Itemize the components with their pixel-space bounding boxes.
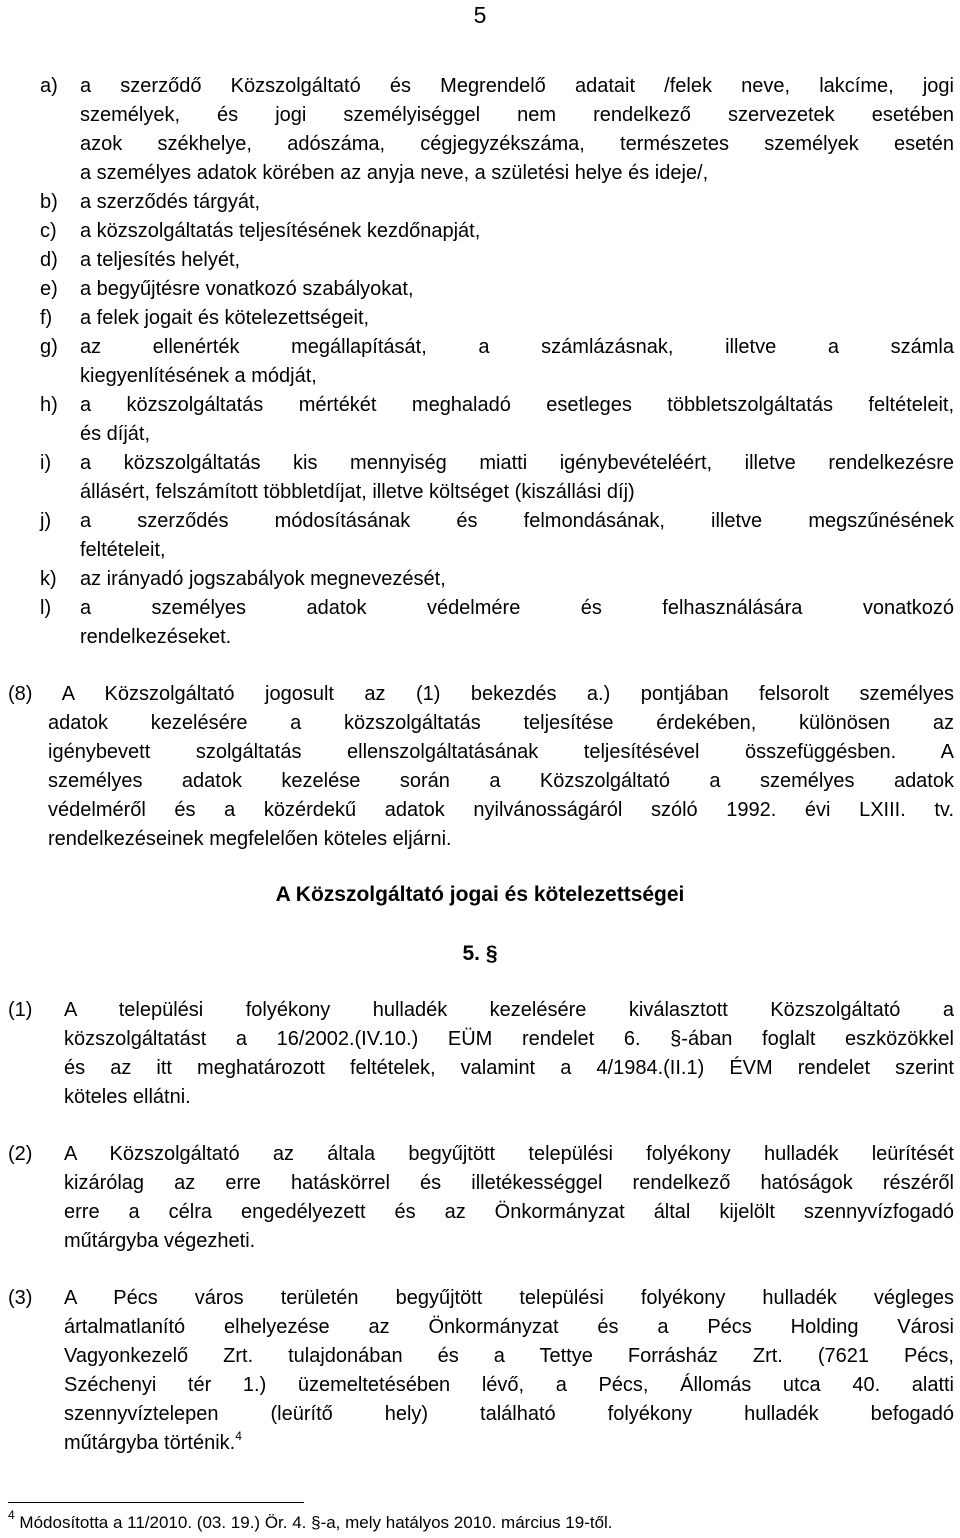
para-1-line: köteles ellátni. xyxy=(64,1086,191,1108)
list-item-j-line: a szerződés módosításának és felmondásának, illetve megszűnésének xyxy=(80,510,954,532)
footnote-text: Módosította a 11/2010. (03. 19.) Ör. 4. §-a, mely hatályos 2010. március 19-től. xyxy=(19,1513,613,1532)
para-2-line: kizárólag az erre hatáskörrel és illetékességgel rendelkező hatóságok részéről xyxy=(64,1172,954,1194)
para-3-line: műtárgyba történik. xyxy=(64,1432,236,1454)
list-label-a: a) xyxy=(40,75,58,97)
para-8-line: adatok kezelésére a közszolgáltatás teljesítése érdekében, különösen az xyxy=(48,712,954,734)
list-label-d: d) xyxy=(40,249,58,271)
para-8-line: személyes adatok kezelése során a Közszolgáltató a személyes adatok xyxy=(48,770,954,792)
para-1-line: és az itt meghatározott feltételek, valamint a 4/1984.(II.1) ÉVM rendelet szerint xyxy=(64,1057,954,1079)
para-3-line: A Pécs város területén begyűjtött települési folyékony hulladék végleges xyxy=(64,1287,954,1309)
para-3-line: Széchenyi tér 1.) üzemeltetésében lévő, a Pécs, Állomás utca 40. alatti xyxy=(64,1374,954,1396)
para-8-line: igénybevett szolgáltatás ellenszolgáltatásának teljesítésével összefüggésben. A xyxy=(48,741,954,763)
para-1-line: közszolgáltatást a 16/2002.(IV.10.) EÜM rendelet 6. §-ában foglalt eszközökkel xyxy=(64,1028,954,1050)
list-label-i: i) xyxy=(40,452,52,474)
para-2-label: (2) xyxy=(8,1143,33,1165)
list-item-e: a begyűjtésre vonatkozó szabályokat, xyxy=(80,278,414,300)
list-item-l-line: rendelkezéseket. xyxy=(80,626,232,648)
para-3-line: szennyvíztelepen (leürítő hely) található folyékony hulladék befogadó xyxy=(64,1403,954,1425)
para-2-line: erre a célra engedélyezett és az Önkormányzat által kijelölt szennyvízfogadó xyxy=(64,1201,954,1223)
list-label-j: j) xyxy=(40,510,52,532)
section-number: 5. § xyxy=(462,942,498,965)
para-8-line: védelméről és a közérdekű adatok nyilvánosságáról szóló 1992. évi LXIII. tv. xyxy=(48,799,954,821)
list-item-j-line: feltételeit, xyxy=(80,539,166,561)
list-label-k: k) xyxy=(40,568,57,590)
footnote xyxy=(8,1508,613,1534)
list-item-a-line: személyek, és jogi személyiséggel nem rendelkező szervezetek esetében xyxy=(80,104,954,126)
section-heading: A Közszolgáltató jogai és kötelezettségei xyxy=(275,883,685,906)
list-item-k: az irányadó jogszabályok megnevezését, xyxy=(80,568,446,590)
list-item-g-line: az ellenérték megállapítását, a számlázásnak, illetve a számla xyxy=(80,336,954,358)
para-1-label: (1) xyxy=(8,999,33,1021)
list-item-c: a közszolgáltatás teljesítésének kezdőnapját, xyxy=(80,220,481,242)
list-label-f: f) xyxy=(40,307,53,329)
list-label-c: c) xyxy=(40,220,57,242)
list-item-g-line: kiegyenlítésének a módját, xyxy=(80,365,317,387)
list-item-l-line: a személyes adatok védelmére és felhasználására vonatkozó xyxy=(80,597,954,619)
page-number: 5 xyxy=(473,2,487,28)
para-2-line: műtárgyba végezheti. xyxy=(64,1230,256,1252)
footnote-divider xyxy=(8,1502,304,1503)
list-item-d: a teljesítés helyét, xyxy=(80,249,241,271)
list-label-e: e) xyxy=(40,278,58,300)
list-label-g: g) xyxy=(40,336,58,358)
para-2-line: A Közszolgáltató az általa begyűjtött települési folyékony hulladék leürítését xyxy=(64,1143,954,1165)
list-label-l: l) xyxy=(40,597,52,619)
list-label-h: h) xyxy=(40,394,58,416)
list-label-b: b) xyxy=(40,191,58,213)
list-item-h-line: a közszolgáltatás mértékét meghaladó esetleges többletszolgáltatás feltételeit, xyxy=(80,394,954,416)
para-1-line: A települési folyékony hulladék kezelésére kiválasztott Közszolgáltató a xyxy=(64,999,954,1021)
list-item-f: a felek jogait és kötelezettségeit, xyxy=(80,307,370,329)
para-8-line: rendelkezéseinek megfelelően köteles eljárni. xyxy=(48,828,452,850)
footnote-reference[interactable]: 4 xyxy=(235,1429,242,1443)
list-item-h-line: és díját, xyxy=(80,423,151,445)
list-item-i-line: a közszolgáltatás kis mennyiség miatti igénybevételéért, illetve rendelkezésre xyxy=(80,452,954,474)
para-3-label: (3) xyxy=(8,1287,33,1309)
list-item-b: a szerződés tárgyát, xyxy=(80,191,261,213)
para-3-line: Vagyonkezelő Zrt. tulajdonában és a Tettye Forrásház Zrt. (7621 Pécs, xyxy=(64,1345,954,1367)
footnote-number: 4 xyxy=(8,1508,15,1522)
list-item-a-line: azok székhelye, adószáma, cégjegyzékszáma, természetes személyek esetén xyxy=(80,133,954,155)
list-item-i-line: állásért, felszámított többletdíjat, illetve költséget (kiszállási díj) xyxy=(80,481,635,503)
list-item-a-line: a személyes adatok körében az anyja neve, a születési helye és ideje/, xyxy=(80,162,709,184)
list-item-a-line: a szerződő Közszolgáltató és Megrendelő adatait /felek neve, lakcíme, jogi xyxy=(80,75,954,97)
para-8-line: (8) A Közszolgáltató jogosult az (1) bekezdés a.) pontjában felsorolt személyes xyxy=(8,683,954,705)
para-3-line-last xyxy=(64,1429,242,1457)
para-3-line: ártalmatlanító elhelyezése az Önkormányzat és a Pécs Holding Városi xyxy=(64,1316,954,1338)
